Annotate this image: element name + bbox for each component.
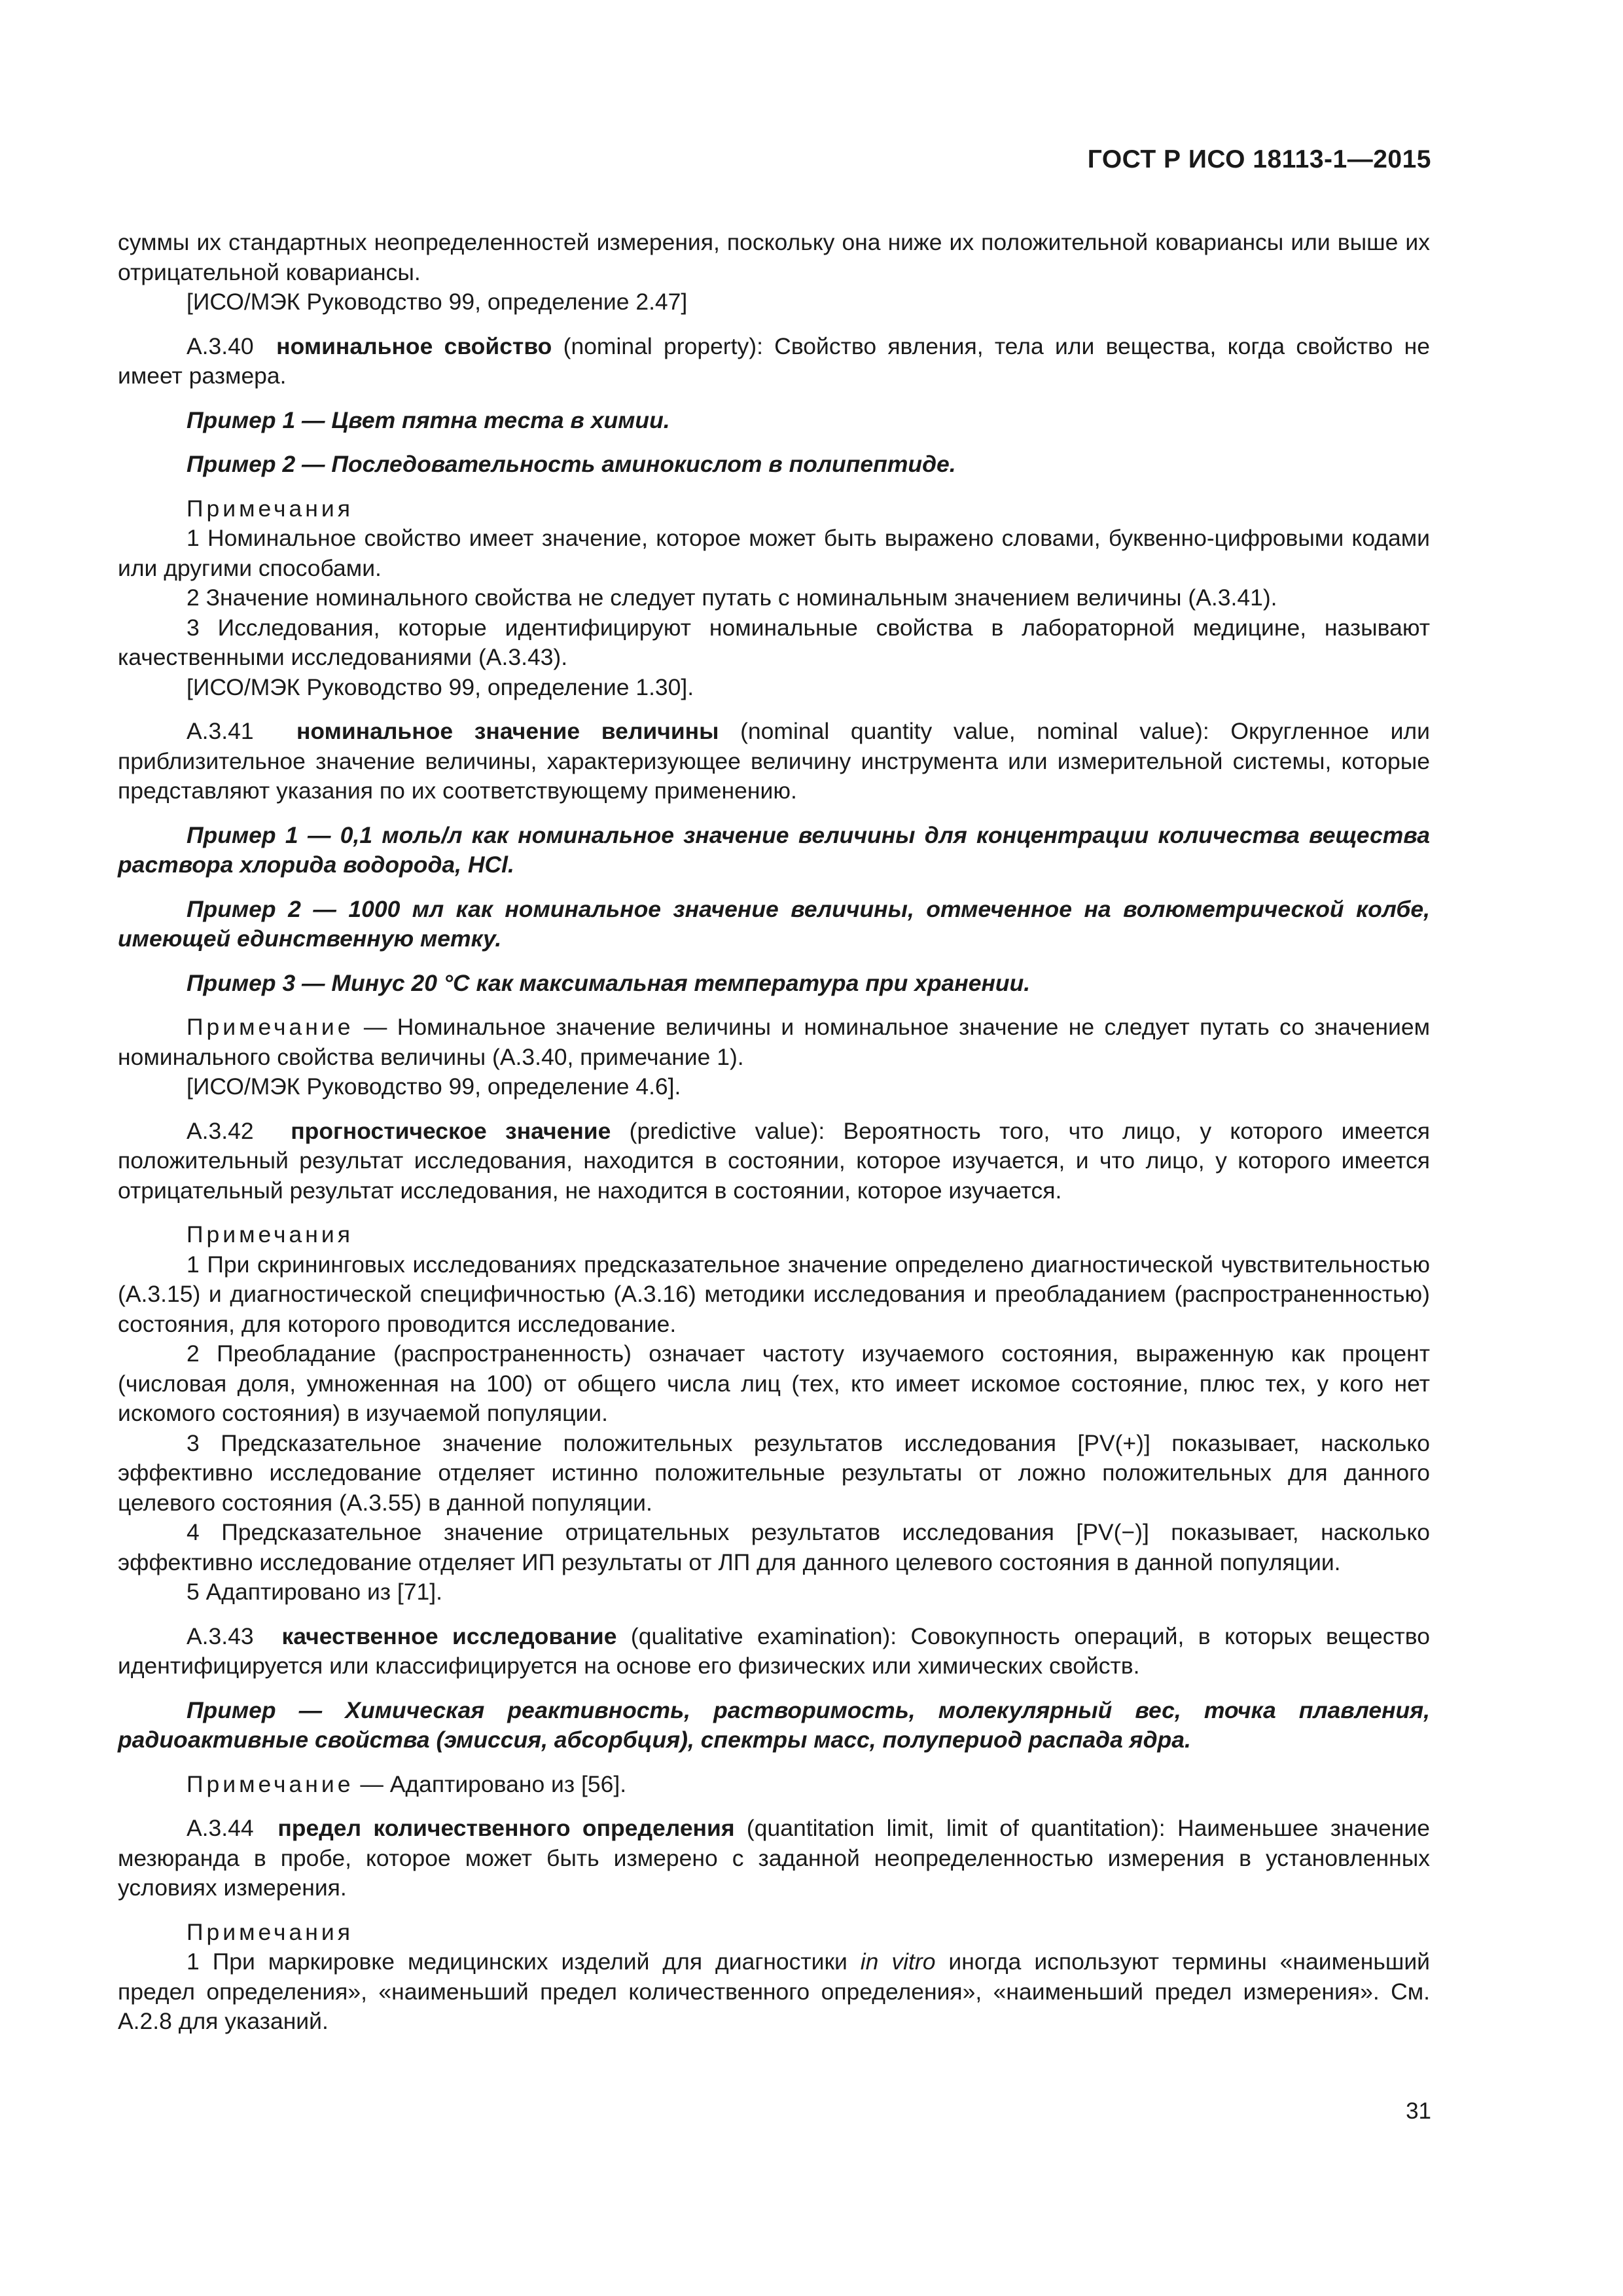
term-text: (nominal property): Свойство явления, тела или вещества, когда свойство не имеет размера.: [118, 332, 1430, 389]
note-label: Примечание: [187, 1770, 354, 1797]
note: [118, 1770, 1430, 1800]
note-label: Примечание: [187, 1014, 354, 1040]
term-number: А.3.41: [187, 718, 254, 744]
paragraph: суммы их стандартных неопределенностей измерения, поскольку она ниже их положительной ковариансы или выше их отрицательной ковариансы.: [118, 229, 1430, 285]
notes-heading: Примечания: [187, 1918, 353, 1945]
document-header: ГОСТ Р ИСО 18113-1—2015: [1087, 145, 1431, 173]
example: Пример 3 — Минус 20 °С как максимальная температура при хранении.: [187, 969, 1031, 996]
note: 2 Значение номинального свойства не следует путать с номинальным значением величины (А.3.41).: [187, 584, 1277, 611]
note: 4 Предсказательное значение отрицательных результатов исследования [PV(−)] показывает, насколько эффективно исследование отделяет ИП результаты от ЛП для данного целевого состояния в данной популяции.: [118, 1519, 1430, 1575]
term-definition-a342: [118, 1117, 1430, 1206]
term-name: качественное исследование: [281, 1623, 617, 1649]
note: [118, 1013, 1430, 1072]
reference: [ИСО/МЭК Руководство 99, определение 1.30].: [187, 673, 694, 700]
example: Пример 1 — 0,1 моль/л как номинальное значение величины для концентрации количества вещества раствора хлорида водорода, HCl.: [118, 821, 1430, 878]
italic-term: in vitro: [860, 1948, 936, 1975]
term-definition-a344: [118, 1814, 1430, 1903]
term-definition-a340: [118, 332, 1430, 391]
term-name: номинальное свойство: [276, 332, 552, 359]
note: 3 Исследования, которые идентифицируют номинальные свойства в лабораторной медицине, называют качественными исследованиями (А.3.43).: [118, 614, 1430, 670]
notes-heading: Примечания: [187, 1221, 353, 1247]
term-text: (qualitative examination): Совокупность операций, в которых вещество идентифицируется или классифицируется на основе его физических или химических свойств.: [118, 1623, 1430, 1679]
note: 1 Номинальное свойство имеет значение, которое может быть выражено словами, буквенно-цифровыми кодами или другими способами.: [118, 525, 1430, 581]
term-name: прогностическое значение: [291, 1117, 611, 1144]
note: 2 Преобладание (распространенность) означает частоту изучаемого состояния, выраженную как процент (числовая доля, умноженная на 100) от общего числа лиц (тех, кто имеет искомое состояние, плюс тех, у кого нет искомого состояния) в изучаемой популяции.: [118, 1340, 1430, 1426]
page-number: 31: [1406, 2098, 1431, 2124]
term-name: предел количественного определения: [277, 1815, 735, 1841]
term-definition-a343: [118, 1622, 1430, 1681]
example: Пример 1 — Цвет пятна теста в химии.: [187, 406, 670, 433]
term-number: А.3.42: [187, 1117, 254, 1144]
note: [118, 1947, 1430, 2037]
note: 5 Адаптировано из [71].: [187, 1579, 443, 1605]
note-text: иногда используют термины «наименьший предел определения», «наименьший предел количественного определения», «наименьший предел измерения». См. А.2.8 для указаний.: [118, 1948, 1430, 2034]
note-text: — Номинальное значение величины и номинальное значение не следует путать со значением номинального свойства величины (А.3.40, примечание 1).: [118, 1014, 1430, 1070]
note: 1 При скрининговых исследованиях предсказательное значение определено диагностической чувствительностью (А.3.15) и диагностической специфичностью (А.3.16) методики исследования и преобладанием (распространенностью) состояния, для которого проводится исследование.: [118, 1251, 1430, 1337]
note-text-start: 1 При маркировке медицинских изделий для диагностики: [187, 1948, 861, 1975]
example: Пример — Химическая реактивность, растворимость, молекулярный вес, точка плавления, радиоактивные свойства (эмиссия, абсорбция), спектры масс, полупериод распада ядра.: [118, 1696, 1430, 1753]
term-number: А.3.43: [187, 1623, 254, 1649]
note-text: — Адаптировано из [56].: [353, 1770, 627, 1797]
example: Пример 2 — Последовательность аминокислот в полипептиде.: [187, 451, 956, 477]
note: 3 Предсказательное значение положительных результатов исследования [PV(+)] показывает, насколько эффективно исследование отделяет истинно положительные результаты от ложно положительных для данного целевого состояния (А.3.55) в данной популяции.: [118, 1429, 1430, 1516]
notes-heading: Примечания: [187, 495, 353, 522]
reference: [ИСО/МЭК Руководство 99, определение 4.6].: [187, 1073, 681, 1100]
term-name: номинальное значение величины: [296, 718, 719, 744]
example: Пример 2 — 1000 мл как номинальное значение величины, отмеченное на волюметрической колбе, имеющей единственную метку.: [118, 895, 1430, 952]
reference: [ИСО/МЭК Руководство 99, определение 2.47]: [187, 289, 688, 315]
term-text: (quantitation limit, limit of quantitation): Наименьшее значение мезюранда в пробе, которое может быть измерено с заданной неопределенностью измерения в установленных условиях измерения.: [118, 1815, 1430, 1901]
document-body: [118, 228, 1430, 2037]
term-number: А.3.44: [187, 1815, 254, 1841]
term-number: А.3.40: [187, 332, 254, 359]
term-text: (nominal quantity value, nominal value): Округленное или приблизительное значение величины, характеризующее величину инструмента или измерительной системы, которые представляют указания по их соответствующему применению.: [118, 718, 1430, 804]
term-text: (predictive value): Вероятность того, что лицо, у которого имеется положительный результат исследования, находится в состоянии, которое изучается, и что лицо, у которого имеется отрицательный результат исследования, не находится в состоянии, которое изучается.: [118, 1117, 1430, 1204]
term-definition-a341: [118, 717, 1430, 806]
